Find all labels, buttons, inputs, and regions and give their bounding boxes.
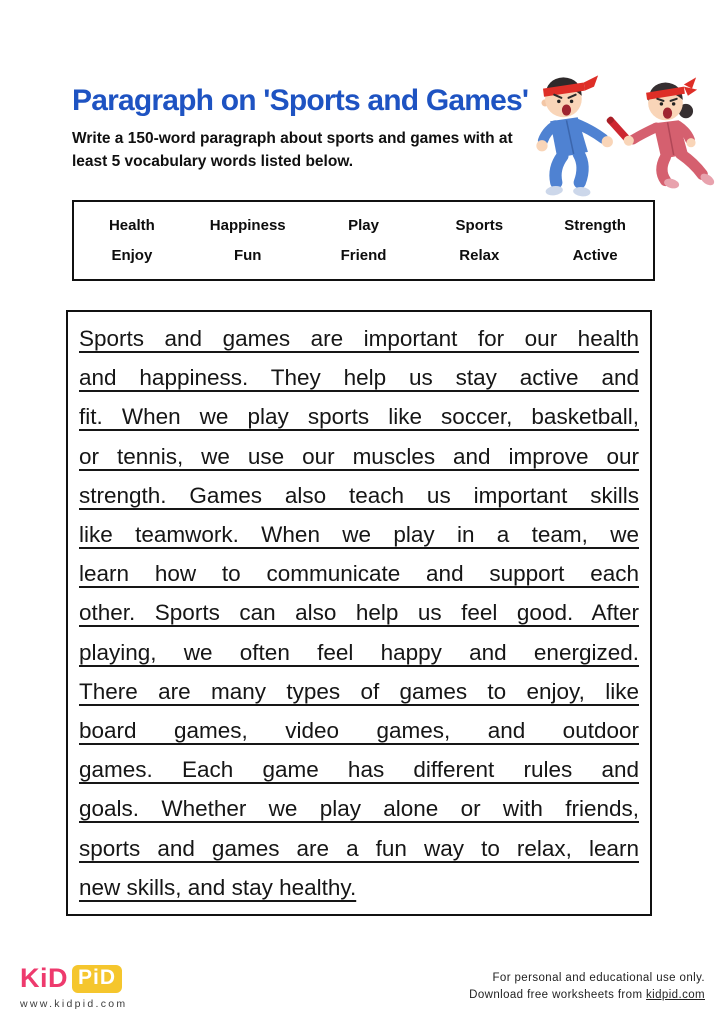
vocab-word: Sports: [455, 217, 504, 234]
girl-runner-figure: [606, 77, 717, 190]
vocab-word: Friend: [340, 247, 387, 264]
paragraph-line: playing, we often feel happy and energized.: [79, 639, 639, 665]
footer-note-line2-prefix: Download free worksheets from: [469, 989, 647, 1001]
vocab-word: Strength: [564, 217, 626, 234]
vocab-word: Relax: [459, 247, 500, 264]
logo-website-url: www.kidpid.com: [20, 998, 128, 1010]
vocab-word: Play: [348, 217, 379, 234]
vocab-word: Happiness: [209, 217, 286, 234]
vocab-word: Active: [572, 247, 618, 264]
instructions-text: Write a 150-word paragraph about sports and games with at least 5 vocabulary words listed below.: [72, 130, 513, 170]
footer-note: [469, 970, 705, 1004]
relay-race-illustration: [512, 58, 722, 206]
logo-pid-badge: PiD: [72, 965, 122, 993]
paragraph-line: or tennis, we use our muscles and improve our: [79, 443, 639, 469]
page-title: Paragraph on 'Sports and Games': [72, 84, 529, 117]
paragraph-line: new skills, and stay healthy.: [79, 874, 357, 900]
paragraph-line: Sports and games are important for our health: [79, 326, 639, 351]
vocabulary-box: [72, 200, 655, 281]
paragraph-line: like teamwork. When we play in a team, we: [79, 522, 639, 548]
footer-note-line1: For personal and educational use only.: [492, 972, 705, 984]
paragraph-line: board games, video games, and outdoor: [79, 718, 639, 744]
kidpid-link[interactable]: kidpid.com: [646, 989, 705, 1001]
paragraph-line: sports and games are a fun way to relax, learn: [79, 835, 639, 861]
paragraph-line: learn how to communicate and support each: [79, 561, 639, 587]
vocab-word: Fun: [233, 247, 262, 264]
paragraph-line: strength. Games also teach us important skills: [79, 482, 639, 508]
vocab-word: Health: [108, 217, 155, 234]
paragraph-line: fit. When we play sports like soccer, basketball,: [79, 404, 639, 430]
paragraph-line: There are many types of games to enjoy, like: [79, 678, 639, 704]
paragraph-line: other. Sports can also help us feel good. After: [79, 600, 639, 626]
footer-note-line2: [469, 987, 705, 1004]
paragraph-box: [66, 310, 652, 916]
paragraph-line: goals. Whether we play alone or with friends,: [79, 796, 639, 822]
boy-runner-figure: [536, 75, 613, 197]
vocab-word: Enjoy: [111, 247, 153, 264]
paragraph-line: and happiness. They help us stay active and: [79, 365, 639, 391]
kidpid-logo: [20, 963, 127, 1010]
logo-kid-text: KiD: [20, 963, 68, 993]
paragraph-line: games. Each game has different rules and: [79, 757, 639, 783]
